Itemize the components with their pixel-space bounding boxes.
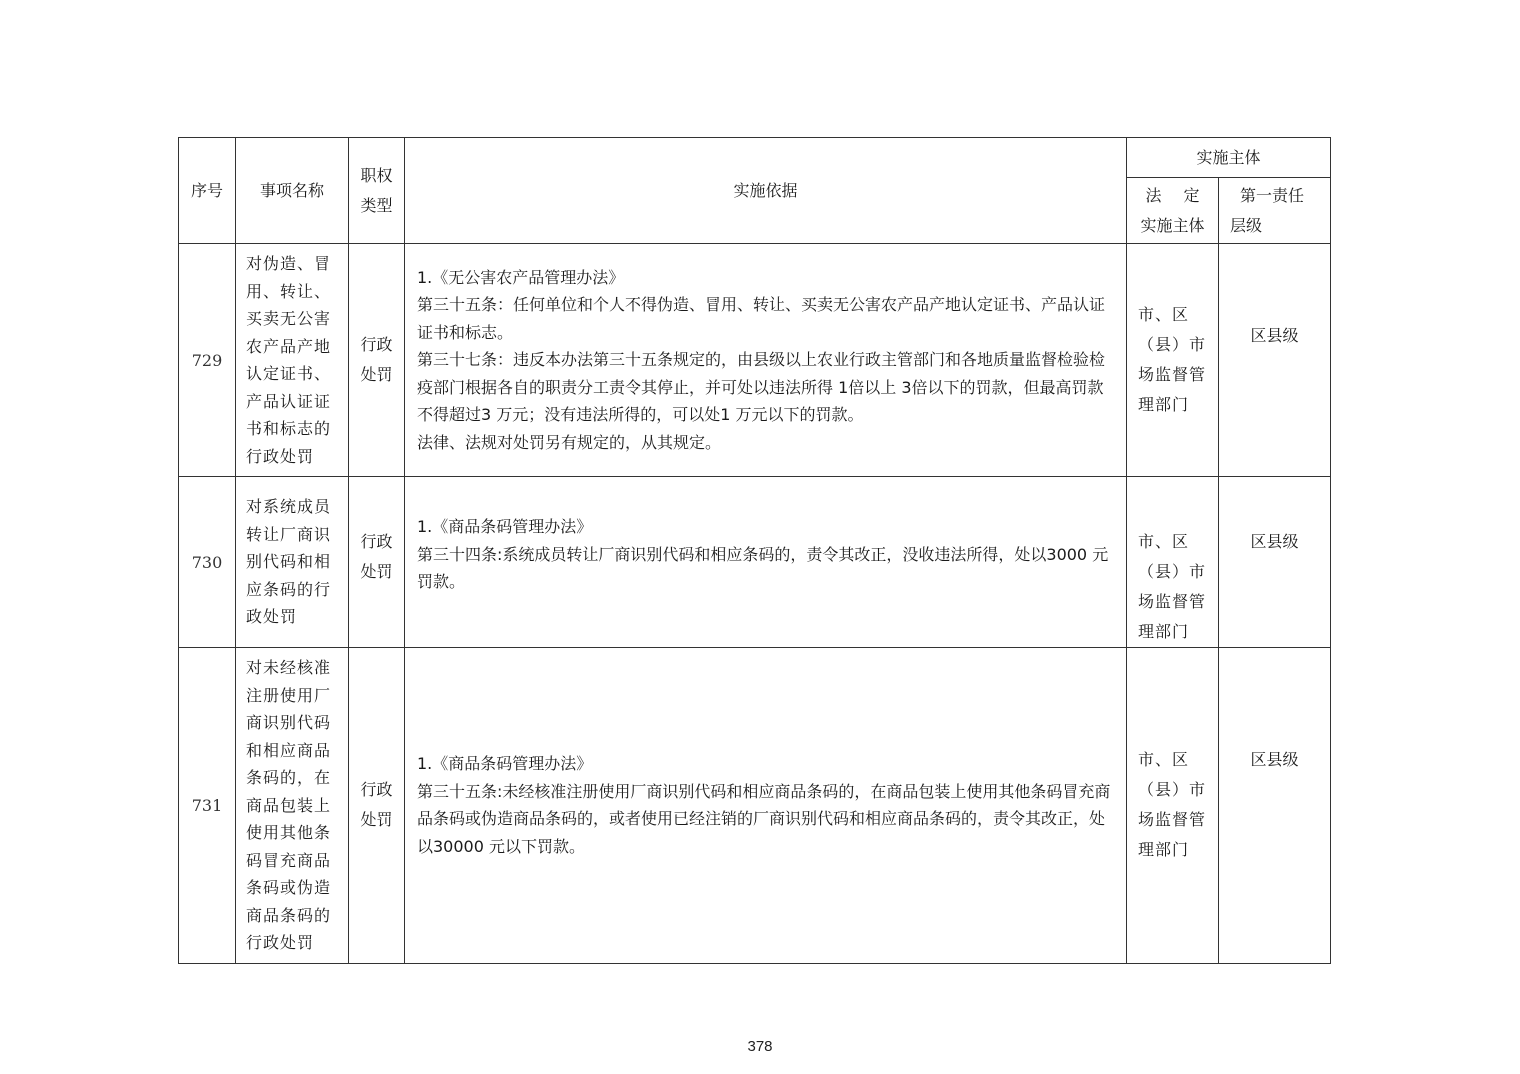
row-legal-subject: 市、区（县）市场监督管理部门 [1127,244,1219,477]
table-row [179,244,1331,477]
header-item-name: 事项名称 [236,138,349,244]
basis-line: 第三十五条:未经核准注册使用厂商识别代码和相应商品条码的，在商品包装上使用其他条码冒充商品条码或伪造商品条码的，或者使用已经注销的厂商识别代码和相应商品条码的，责令其改正，处以30000 元以下罚款。 [417,781,1111,856]
header-legal-subject [1127,178,1219,244]
header-responsibility-level [1219,178,1331,244]
page-number: 378 [747,1038,773,1055]
row-basis [405,477,1127,648]
header-authority-type [349,138,405,244]
authority-table [178,137,1331,964]
header-row-1 [179,138,1331,178]
row-responsibility-level: 区县级 [1219,477,1331,648]
header-level-line2: 层级 [1230,215,1263,235]
header-legal-subject-line2: 实施主体 [1140,215,1205,235]
row-type-line1: 行政 [360,532,393,551]
header-subject-group: 实施主体 [1127,138,1331,178]
header-legal-subject-char1: 法 [1145,185,1162,205]
header-seq: 序号 [179,138,236,244]
basis-line: 第三十四条:系统成员转让厂商识别代码和相应条码的，责令其改正，没收违法所得，处以3000 元罚款。 [417,544,1109,591]
basis-line: 法律、法规对处罚另有规定的，从其规定。 [417,432,722,452]
row-item-name: 对伪造、冒用、转让、买卖无公害农产品产地认定证书、产品认证证书和标志的行政处罚 [236,244,349,477]
table-row [179,477,1331,648]
basis-line: 1.《无公害农产品管理办法》 [417,267,625,287]
row-authority-type [349,244,405,477]
row-basis [405,244,1127,477]
row-type-line1: 行政 [360,335,393,354]
row-authority-type [349,477,405,648]
row-legal-subject: 市、区（县）市场监督管理部门 [1127,477,1219,648]
basis-line: 1.《商品条码管理办法》 [417,754,593,774]
header-authority-type-line1: 职权 [360,165,393,185]
row-type-line2: 处罚 [360,365,393,384]
header-authority-type-line2: 类型 [360,195,393,215]
row-type-line2: 处罚 [360,562,393,581]
header-basis: 实施依据 [405,138,1127,244]
table-row [179,648,1331,964]
header-legal-subject-char2: 定 [1183,185,1200,205]
basis-line: 第三十五条：任何单位和个人不得伪造、冒用、转让、买卖无公害农产品产地认定证书、产品认证证书和标志。 [417,295,1106,342]
row-legal-subject: 市、区（县）市场监督管理部门 [1127,648,1219,964]
row-seq: 729 [179,244,236,477]
row-responsibility-level: 区县级 [1219,244,1331,477]
basis-line: 1.《商品条码管理办法》 [417,517,593,536]
row-seq: 731 [179,648,236,964]
row-type-line1: 行政 [360,780,393,800]
row-item-name: 对未经核准注册使用厂商识别代码和相应商品条码的，在商品包装上使用其他条码冒充商品条码或伪造商品条码的行政处罚 [236,648,349,964]
row-item-name: 对系统成员转让厂商识别代码和相应条码的行政处罚 [236,477,349,648]
row-basis [405,648,1127,964]
basis-line: 第三十七条：违反本办法第三十五条规定的，由县级以上农业行政主管部门和各地质量监督检验检疫部门根据各自的职责分工责令其停止，并可处以违法所得 1倍以上 3倍以下的罚款，但最高罚款不得超过3 万元；没有违法所得的，可以处1 万元以下的罚款。 [417,350,1106,425]
row-type-line2: 处罚 [360,810,393,830]
header-level-line1: 第一责任 [1240,185,1305,205]
row-responsibility-level: 区县级 [1219,648,1331,964]
row-authority-type [349,648,405,964]
row-seq: 730 [179,477,236,648]
